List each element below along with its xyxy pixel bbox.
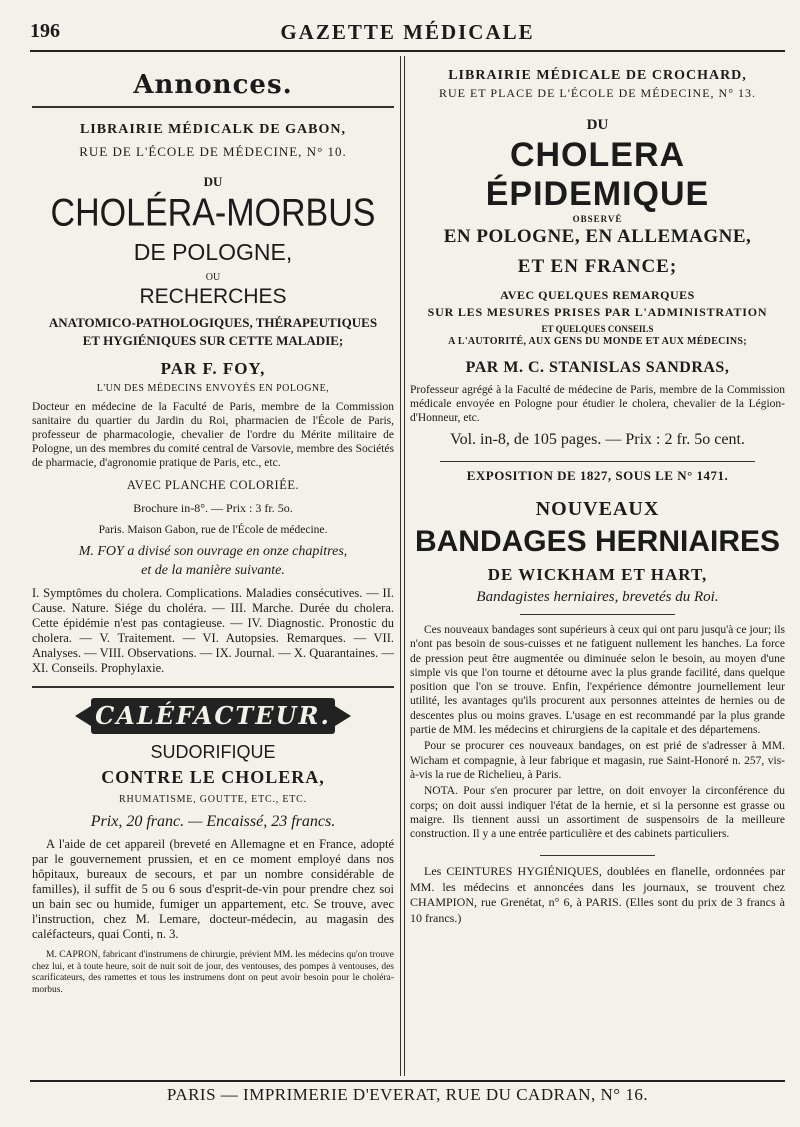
france-line: ET EN FRANCE; — [517, 256, 678, 277]
page-number: 196 — [30, 20, 60, 42]
author-credentials: Docteur en médecine de la Faculté de Paris, membre de la Commission sanitaire du quartier du Jardin du Roi, pharmacien de l'École de Paris, professeur de pharmacologie, chevalier de l'ordre du Mérite militaire de Pologne, un des membres du comité central de Varsovie, membre des Sociétés de pharmacie, d'agronomie pratique de Paris, etc., etc. — [32, 401, 394, 469]
pologne-line: EN POLOGNE, EN ALLEMAGNE, — [443, 226, 752, 247]
cholera-title: CHOLERA ÉPIDEMIQUE — [485, 136, 710, 213]
library-name: LIBRAIRIE MÉDICALK DE GABON, — [79, 122, 347, 137]
du-label: DU — [203, 174, 223, 189]
library-name-crochard: LIBRAIRIE MÉDICALE DE CROCHARD, — [448, 68, 747, 83]
book-author: PAR F. FOY, — [160, 359, 266, 378]
bandages-title: BANDAGES HERNIAIRES — [414, 525, 781, 558]
ou-label: OU — [205, 272, 221, 283]
brochure-price: Brochure in-8°. — Prix : 3 fr. 5o. — [133, 501, 293, 515]
section-title: Annonces. — [133, 70, 293, 100]
bandagistes-line: Bandagistes herniaires, brevetés du Roi. — [476, 589, 719, 605]
hygieniques-line: ET HYGIÉNIQUES SUR CETTE MALADIE; — [82, 333, 344, 348]
capron-notice: M. CAPRON, fabricant d'instrumens de chirurgie, prévient MM. les médecins qu'on trouve chez lui, et à toute heure, soit de nuit soit de jour, des ventouses, des pompes à ventouses, des scarificateurs, des ramettes et tous les instrumens dont on peut avoir besoin pour le choléra-morbus. — [32, 950, 394, 995]
page-header — [30, 20, 785, 46]
bandages-nota: NOTA. Pour s'en procurer par lettre, on doit envoyer la circonférence du corps; on doit aussi indiquer l'état de la hernie, et si la personne est grasse ou maigre. Ils tiennent aussi un assortiment de suspensoirs de la meilleure construction. Il y a une entrée particulière et des cabinets particuliers. — [410, 785, 785, 841]
newspaper-title: GAZETTE MÉDICALE — [280, 20, 535, 44]
remarques-line: AVEC QUELQUES REMARQUES — [500, 288, 695, 302]
contre-cholera: CONTRE LE CHOLERA, — [101, 767, 325, 787]
column-divider — [400, 56, 401, 1076]
nouveaux-label: NOUVEAUX — [535, 498, 660, 520]
footer-rule — [30, 1080, 785, 1082]
planche-line: AVEC PLANCHE COLORIÉE. — [126, 478, 300, 492]
header-rule — [30, 50, 785, 52]
book-title: CHOLÉRA-MORBUS — [50, 191, 376, 235]
wickham-line: DE WICKHAM ET HART, — [487, 565, 708, 584]
rhumatisme-line: RHUMATISME, GOUTTE, ETC., ETC. — [119, 794, 307, 805]
divise-line-2: et de la manière suivante. — [141, 563, 285, 578]
observe-label: OBSERVÉ — [572, 214, 623, 224]
mesures-line: SUR LES MESURES PRISES PAR L'ADMINISTRATION — [427, 305, 768, 319]
right-rule-1 — [440, 461, 755, 462]
ceintures-notice: Les CEINTURES HYGIÉNIQUES, doublées en flanelle, ordonnées par MM. les médecins et annoncées dans les journaux, se trouvent chez CHAMPION, rue Grenétat, n° 6, à PARIS. (Elles sont du prix de 3 francs à 10 francs.) — [410, 864, 785, 925]
recherches-title: RECHERCHES — [139, 285, 287, 308]
printer-footer: PARIS — IMPRIMERIE D'EVERAT, RUE DU CADRAN, N° 16. — [166, 1085, 649, 1104]
calefacteur-price: Prix, 20 franc. — Encaissé, 23 francs. — [90, 813, 336, 830]
section-rule-2 — [32, 686, 394, 688]
left-column — [32, 56, 394, 996]
book-subtitle: DE POLOGNE, — [133, 239, 293, 265]
column-divider-inner — [404, 56, 405, 1076]
divise-line-1: M. FOY a divisé son ouvrage en onze chapitres, — [78, 544, 348, 559]
right-rule-3 — [540, 855, 655, 856]
library-address-crochard: RUE ET PLACE DE L'ÉCOLE DE MÉDECINE, N° 13. — [438, 86, 757, 100]
bandages-description: Ces nouveaux bandages sont supérieurs à ceux qui ont paru jusqu'à ce jour; ils n'ont pas besoin de sous-cuisses et ne fatiguent nullement les hanches. La force de pression peut être augmentée ou diminuée selon le besoin, au moyen d'une simple vis que l'on tourne et détourne avec la plus grande facilité, dans quelque position que l'on se trouve. Enfin, l'expérience démontre journellement leur utilité, les avantages qu'ils procurent aux personnes atteintes de hernies ou de descentes plus ou moins graves. L'usage en est recommandé par la plus grande partie de MM. les médecins et chirurgiens de la capitale et des départemens. — [410, 624, 785, 737]
author-role: L'UN DES MÉDECINS ENVOYÉS EN POLOGNE, — [96, 383, 330, 394]
volume-price: Vol. in-8, de 105 pages. — Prix : 2 fr. 5o cent. — [450, 431, 745, 448]
right-author-credentials: Professeur agrégé à la Faculté de médecine de Paris, membre de la Commission médicale envoyée en Pologne pour étudier le cholera, chevalier de la Légion-d'Honneur, etc. — [410, 384, 785, 424]
calefacteur-title: CALÉFACTEUR. — [95, 701, 331, 730]
paris-address: Paris. Maison Gabon, rue de l'École de médecine. — [98, 524, 328, 536]
anatomico-line: ANATOMICO-PATHOLOGIQUES, THÉRAPEUTIQUES — [48, 315, 378, 330]
right-column — [410, 56, 785, 926]
exposition-line: EXPOSITION DE 1827, SOUS LE N° 1471. — [466, 468, 729, 483]
chapter-list: I. Symptômes du cholera. Complications. Maladies consécutives. — II. Cause. Nature. Siége du choléra. — III. Marche. Durée du cholera. Cette épidémie n'est pas contagieuse. — IV. Diagnostic. Pronostic du cholera. — V. Traitement. — VI. Autopsies. Remarques. — VII. Analyses. — VIII. Observations. — IX. Journal. — X. Quarantaines. — XI. Conseils. Prophylaxie. — [32, 586, 394, 675]
autorite-line: A L'AUTORITÉ, AUX GENS DU MONDE ET AUX MÉDECINS; — [448, 336, 747, 347]
section-rule — [32, 106, 394, 108]
right-author: PAR M. C. STANISLAS SANDRAS, — [465, 359, 730, 376]
bandages-address: Pour se procurer ces nouveaux bandages, on est prié de s'adresser à MM. Wicham et compagnie, à leur fabrique et magasin, rue Saint-Honoré n. 257, vis-à-vis la rue de Richelieu, à Paris. — [410, 740, 785, 781]
right-rule-2 — [520, 614, 675, 615]
calefacteur-banner — [83, 696, 343, 736]
sudorifique-label: SUDORIFIQUE — [150, 742, 276, 762]
du-label-right: DU — [586, 117, 609, 133]
calefacteur-description: A l'aide de cet appareil (breveté en Allemagne et en France, adopté par le gouvernement prussien, et en ce moment employé dans nos hôpitaux, bureaux de secours, et par un nombre considérable de familles), il suffit de 5 ou 6 sous d'esprit-de-vin pour prendre chez soi un bain sec ou humide, fumiger un appartement, etc. Se trouve, avec l'instruction, chez M. Lemare, docteur-médecin, au magasin des caléfacteurs, quai Conti, n. 3. — [32, 837, 394, 941]
library-address: RUE DE L'ÉCOLE DE MÉDECINE, N° 10. — [79, 144, 347, 159]
conseils-line: ET QUELQUES CONSEILS — [541, 324, 654, 334]
